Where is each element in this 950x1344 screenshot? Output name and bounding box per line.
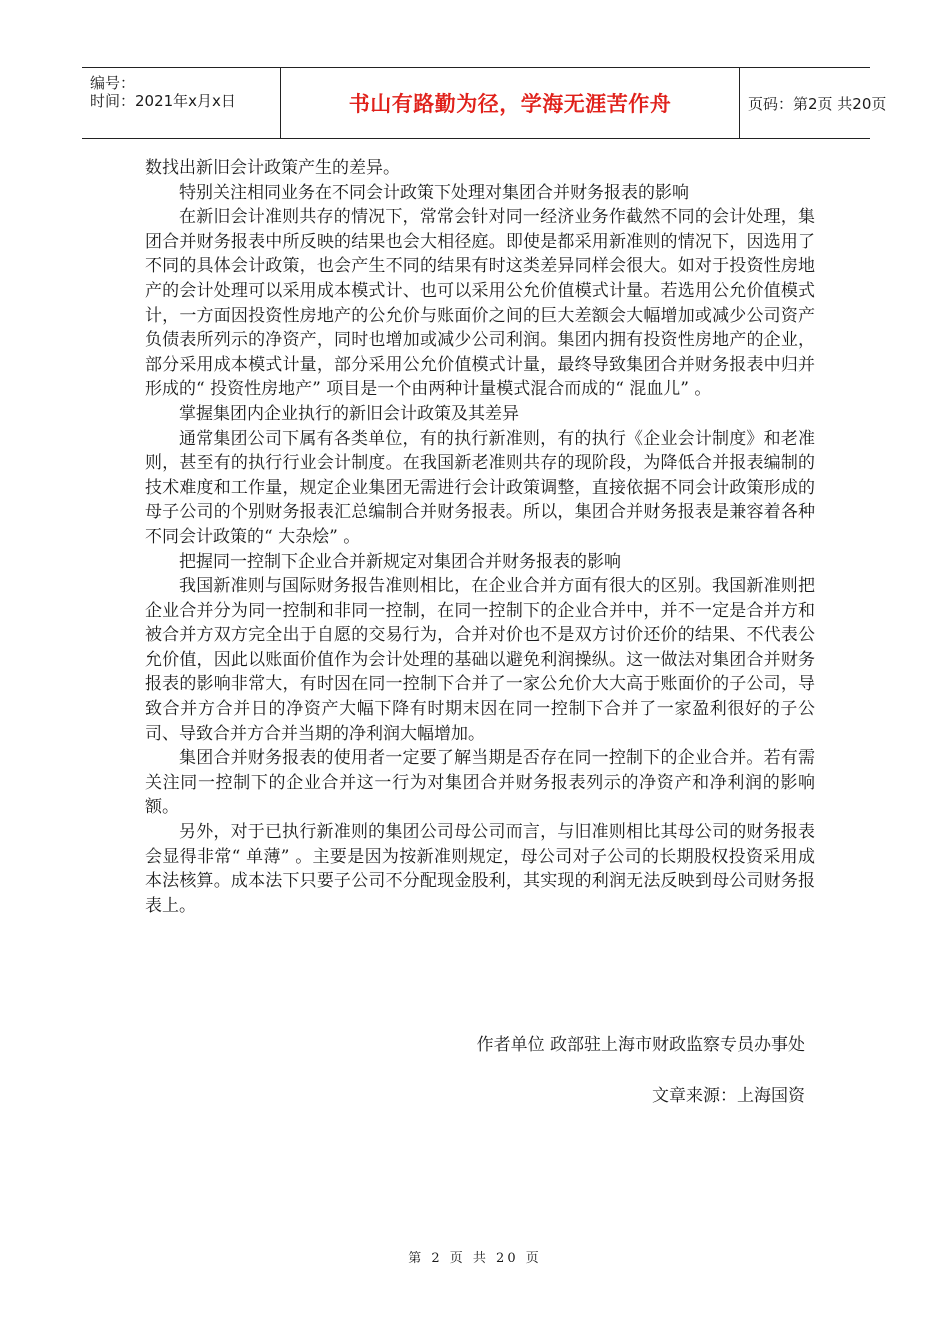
- paragraph: 另外，对于已执行新准则的集团公司母公司而言，与旧准则相比其母公司的财务报表会显得非常“ 单薄” 。主要是因为按新准则规定，母公司对子公司的长期股权投资采用成本法核算。成本法下只要子公司不分配现金股利，其实现的利润无法反映到母公司财务报表上。: [145, 822, 815, 916]
- page-footer: 第 2 页 共 20 页: [408, 1251, 542, 1266]
- paragraph: 通常集团公司下属有各类单位，有的执行新准则，有的执行《企业会计制度》和老准则，甚至有的执行行业会计制度。在我国新老准则共存的现阶段，为降低合并报表编制的技术难度和工作量，规定企业集团无需进行会计政策调整，直接依据不同会计政策形成的母子公司的个别财务报表汇总编制合并财务报表。所以，集团合并财务报表是兼容着各种不同会计政策的“ 大杂烩” 。: [145, 428, 815, 547]
- paragraph: 特别关注相同业务在不同会计政策下处理对集团合并财务报表的影响: [179, 182, 689, 203]
- page-header: [82, 67, 887, 139]
- header-page-info: 页码：第2页 共20页: [748, 94, 887, 113]
- paragraph: 把握同一控制下企业合并新规定对集团合并财务报表的影响: [179, 551, 621, 572]
- paragraph: 在新旧会计准则共存的情况下，常常会针对同一经济业务作截然不同的会计处理，集团合并财务报表中所反映的结果也会大相径庭。即使是都采用新准则的情况下，因选用了不同的具体会计政策，也会产生不同的结果有时这类差异同样会很大。如对于投资性房地产的会计处理可以采用成本模式计、也可以采用公允价值模式计量。若选用公允价值模式计，一方面因投资性房地产的公允价与账面价之间的巨大差额会大幅增加或减少公司资产负债表所列示的净资产，同时也增加或减少公司利润。集团内拥有投资性房地产的企业，部分采用成本模式计量，部分采用公允价值模式计量，最终导致集团合并财务报表中归并形成的“ 投资性房地产” 项目是一个由两种计量模式混合而成的“ 混血儿” 。: [145, 207, 815, 400]
- author-unit: 作者单位 政部驻上海市财政监察专员办事处: [476, 1035, 805, 1055]
- article-body: [145, 156, 815, 918]
- paragraph: 集团合并财务报表的使用者一定要了解当期是否存在同一控制下的企业合并。若有需关注同一控制下的企业合并这一行为对集团合并财务报表列示的净资产和净利润的影响额。: [145, 748, 815, 818]
- document-number-label: 编号：: [90, 74, 136, 92]
- header-motto: 书山有路勤为径，学海无涯苦作舟: [348, 92, 672, 116]
- paragraph: 我国新准则与国际财务报告准则相比，在企业合并方面有很大的区别。我国新准则把企业合并分为同一控制和非同一控制，在同一控制下的企业合并中，并不一定是合并方和被合并方双方完全出于自愿的交易行为，合并对价也不是双方讨价还价的结果、不代表公允价值，因此以账面价值作为会计处理的基础以避免利润操纵。这一做法对集团合并财务报表的影响非常大，有时因在同一控制下合并了一家公允价大大高于账面价的子公司，导致合并方合并日的净资产大幅下降有时期末因在同一控制下合并了一家盈利很好的子公司、导致合并方合并当期的净利润大幅增加。: [145, 576, 815, 744]
- header-motto-cell: [280, 68, 740, 138]
- document-date-label: 时间：2021年x月x日: [90, 92, 236, 110]
- header-meta: [82, 68, 280, 138]
- article-source: 文章来源：上海国资: [652, 1086, 805, 1106]
- paragraph: 数找出新旧会计政策产生的差异。: [145, 158, 400, 178]
- paragraph: 掌握集团内企业执行的新旧会计政策及其差异: [179, 403, 519, 424]
